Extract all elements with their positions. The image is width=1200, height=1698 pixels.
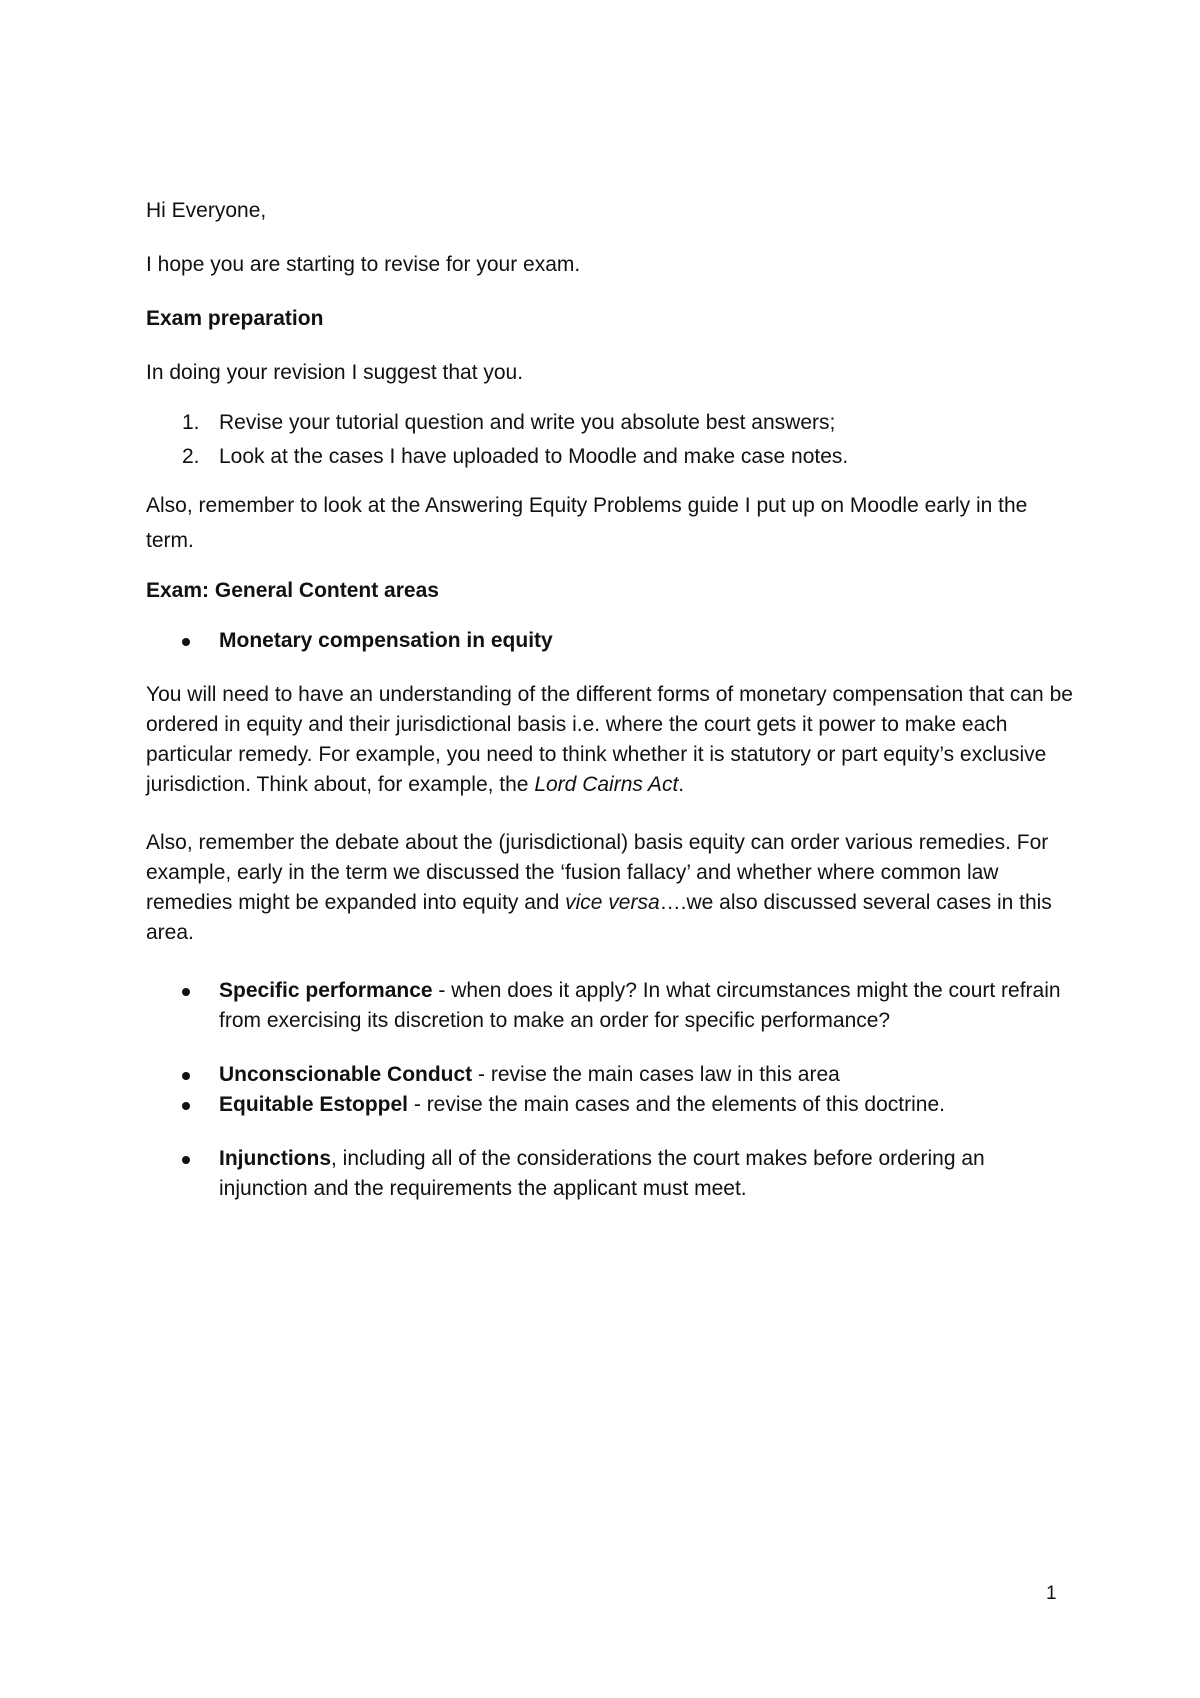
bullet-item-specific-performance [146,976,1076,1036]
list-number: 1. [182,411,200,434]
numbered-item-text: Look at the cases I have uploaded to Moodle and make case notes. [219,445,849,468]
numbered-item [146,440,1076,474]
bullet-item-monetary [146,626,1076,656]
bullet-text: , including all of the considerations the court makes before ordering an injunction and the requirements the applicant must meet. [219,1147,985,1200]
bullet-dot-icon [182,1072,190,1080]
bullet-title: Injunctions [219,1147,331,1170]
greeting: Hi Everyone, [146,199,267,222]
bullet-title: Unconscionable Conduct [219,1063,473,1086]
bullet-dot-icon [182,638,190,646]
bullet-dot-icon [182,988,190,996]
italic-act-name: Lord Cairns Act [534,773,679,796]
monetary-compensation-paragraph [146,680,1076,800]
bullet-item-equitable-estoppel [146,1090,1076,1120]
bullet-item-injunctions [146,1144,1076,1204]
heading-general-content-areas: Exam: General Content areas [146,579,439,602]
revision-lead-paragraph: In doing your revision I suggest that you. [146,361,524,384]
bullet-title: Monetary compensation in equity [219,629,553,652]
bullet-title: Equitable Estoppel [219,1093,409,1116]
bullet-dot-icon [182,1156,190,1164]
page-number: 1 [1046,1583,1057,1604]
guide-reminder-paragraph: Also, remember to look at the Answering Equity Problems guide I put up on Moodle early in the term. [146,494,1028,552]
bullet-text: - revise the main cases law in this area [472,1063,840,1086]
bullet-item-unconscionable-conduct [146,1060,1076,1090]
intro-paragraph: I hope you are starting to revise for your exam. [146,253,581,276]
paragraph-text: ….we also discussed several cases in this area. [146,891,1052,944]
bullet-dot-icon [182,1102,190,1110]
jurisdiction-debate-paragraph [146,828,1076,948]
content-areas-bullet-list [146,976,1076,1204]
paragraph-text: . [678,773,685,796]
paragraph-text: You will need to have an understanding of the different forms of monetary compensation that can be ordered in equity and their jurisdictional basis i.e. where the court gets it power to make each particular remedy. For example, you need to think whether it is statutory or part equity’s exclusive jurisdiction. Think about, for example, the [146,683,1073,796]
document-page [146,196,1076,1204]
monetary-bullet-list [146,626,1076,656]
numbered-list [146,406,1076,474]
bullet-text: - revise the main cases and the elements of this doctrine. [408,1093,945,1116]
italic-phrase: vice versa [565,891,660,914]
numbered-item [146,406,1076,440]
list-number: 2. [182,445,200,468]
bullet-text: - when does it apply? In what circumstances might the court refrain from exercising its discretion to make an order for specific performance? [219,979,1061,1032]
heading-exam-preparation: Exam preparation [146,307,324,330]
numbered-item-text: Revise your tutorial question and write you absolute best answers; [219,411,836,434]
paragraph-text: Also, remember the debate about the (jurisdictional) basis equity can order various remedies. For example, early in the term we discussed the ‘fusion fallacy’ and whether where common law remedies might be expanded into equity and [146,831,1049,914]
bullet-title: Specific performance [219,979,433,1002]
